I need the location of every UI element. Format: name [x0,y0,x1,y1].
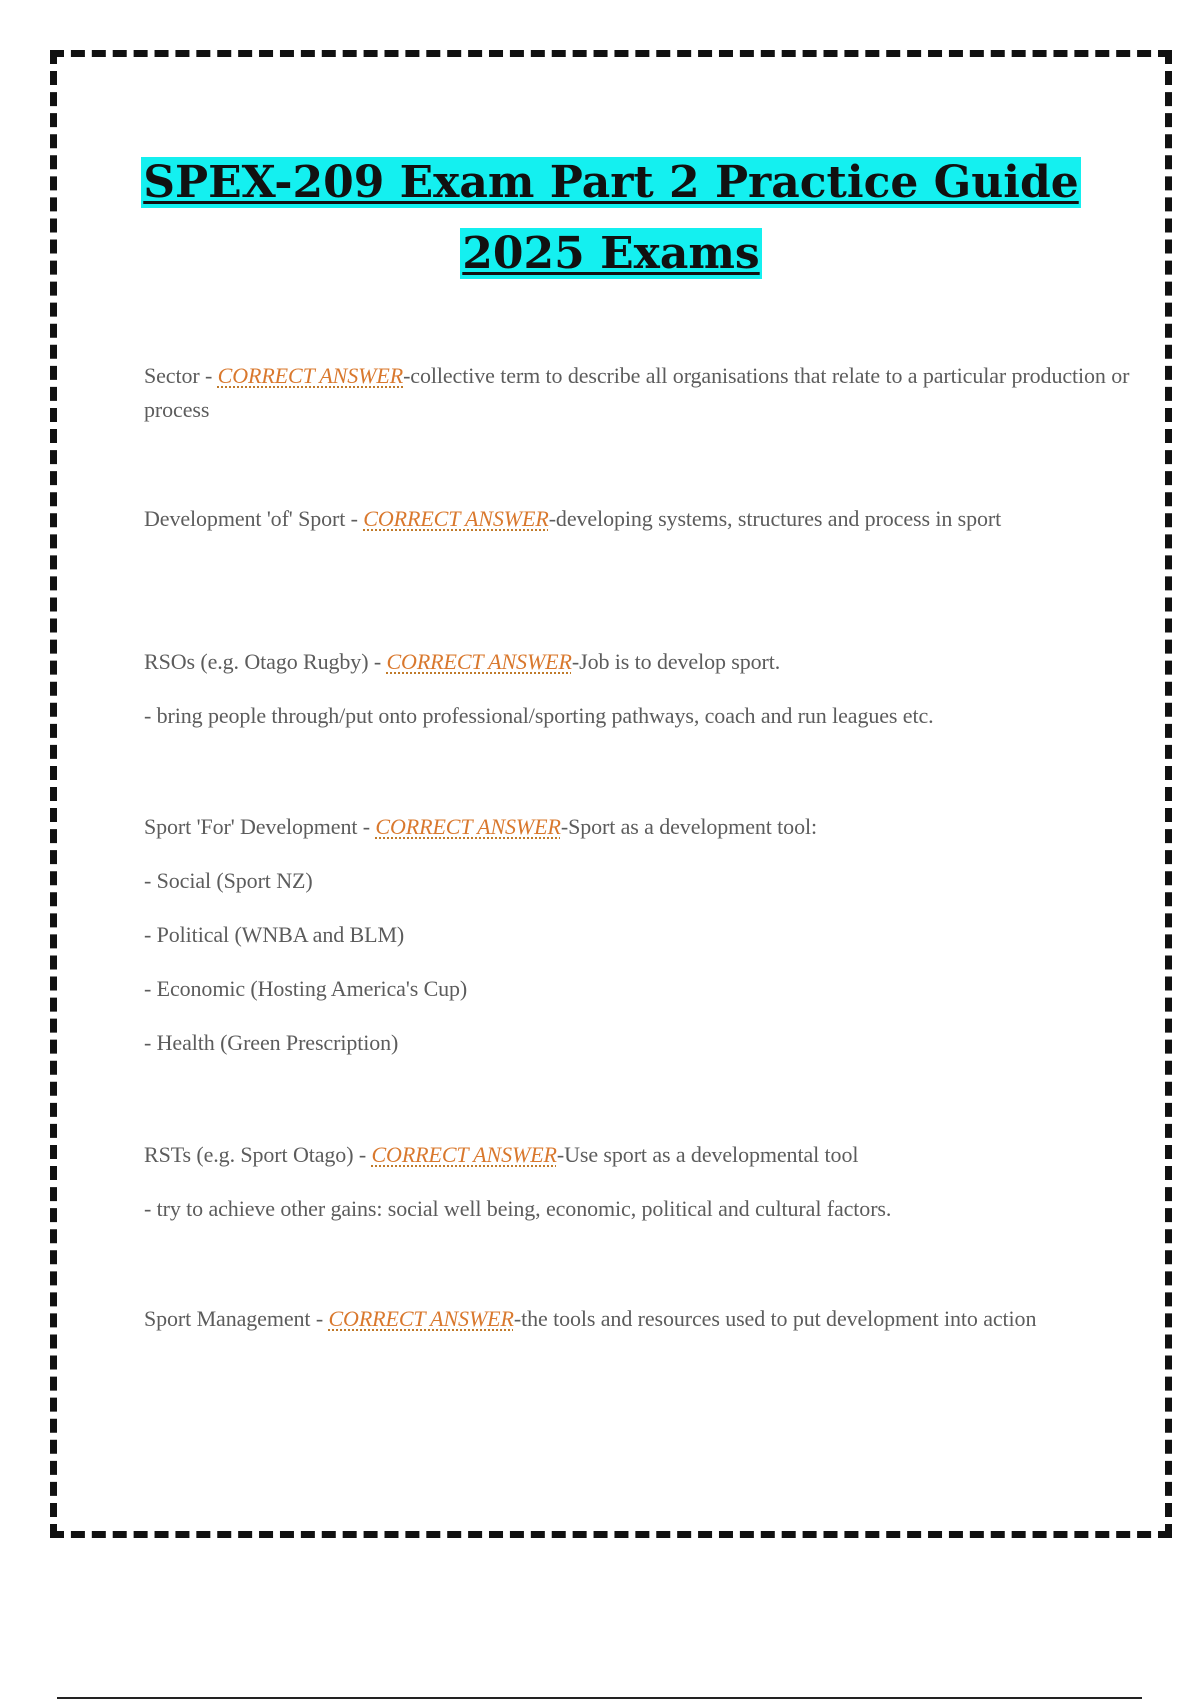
correct-answer-label: CORRECT ANSWER [328,1306,514,1331]
entry-term: Sport Management - [144,1306,329,1331]
document-title [57,147,1165,289]
entry-detail: - Social (Sport NZ) [144,868,313,893]
entry-term: RSTs (e.g. Sport Otago) - [144,1142,372,1167]
entry-definition: -Sport as a development tool: [560,814,818,839]
entry-term: RSOs (e.g. Otago Rugby) - [144,649,387,674]
entry-text [144,645,1144,679]
entry-text [144,502,1144,536]
flashcard-entry-sector [144,359,1144,427]
entry-definition: -Use sport as a developmental tool [556,1142,859,1167]
correct-answer-label: CORRECT ANSWER [375,814,561,839]
entry-definition: -developing systems, structures and process in sport [548,506,1002,531]
correct-answer-label: CORRECT ANSWER [386,649,572,674]
entry-text [144,810,1144,844]
entry-text [144,1302,1144,1336]
correct-answer-label: CORRECT ANSWER [363,506,549,531]
flashcard-entry-rsts [144,1138,1144,1226]
entry-detail: - Health (Green Prescription) [144,1030,399,1055]
correct-answer-label: CORRECT ANSWER [371,1142,557,1167]
entry-detail: - bring people through/put onto professional/sporting pathways, coach and run leagues etc. [144,703,934,728]
entry-definition: -the tools and resources used to put development into action [513,1306,1037,1331]
title-line-1: SPEX-209 Exam Part 2 Practice Guide [143,157,1079,208]
correct-answer-label: CORRECT ANSWER [217,363,404,388]
flashcard-entry-sport-for-development [144,810,1144,1060]
flashcard-entry-rsos [144,645,1144,733]
entry-definition: -collective term to describe all organisations that relate to a particular production or process [144,363,1130,422]
page-border-frame [50,50,1172,1538]
entry-term: Sector - [144,363,218,388]
entry-definition: -Job is to develop sport. [571,649,781,674]
title-line-2: 2025 Exams [462,228,760,279]
entry-term: Development 'of' Sport - [144,506,364,531]
flashcard-entry-sport-management [144,1302,1144,1336]
entry-detail: - Economic (Hosting America's Cup) [144,976,468,1001]
footer-rule [57,1697,1142,1699]
entry-detail: - try to achieve other gains: social well being, economic, political and cultural factors. [144,1196,892,1221]
flashcard-entry-development-of-sport [144,502,1144,536]
entry-text [144,1138,1144,1172]
entry-detail: - Political (WNBA and BLM) [144,922,405,947]
entry-term: Sport 'For' Development - [144,814,376,839]
entry-text [144,359,1144,427]
